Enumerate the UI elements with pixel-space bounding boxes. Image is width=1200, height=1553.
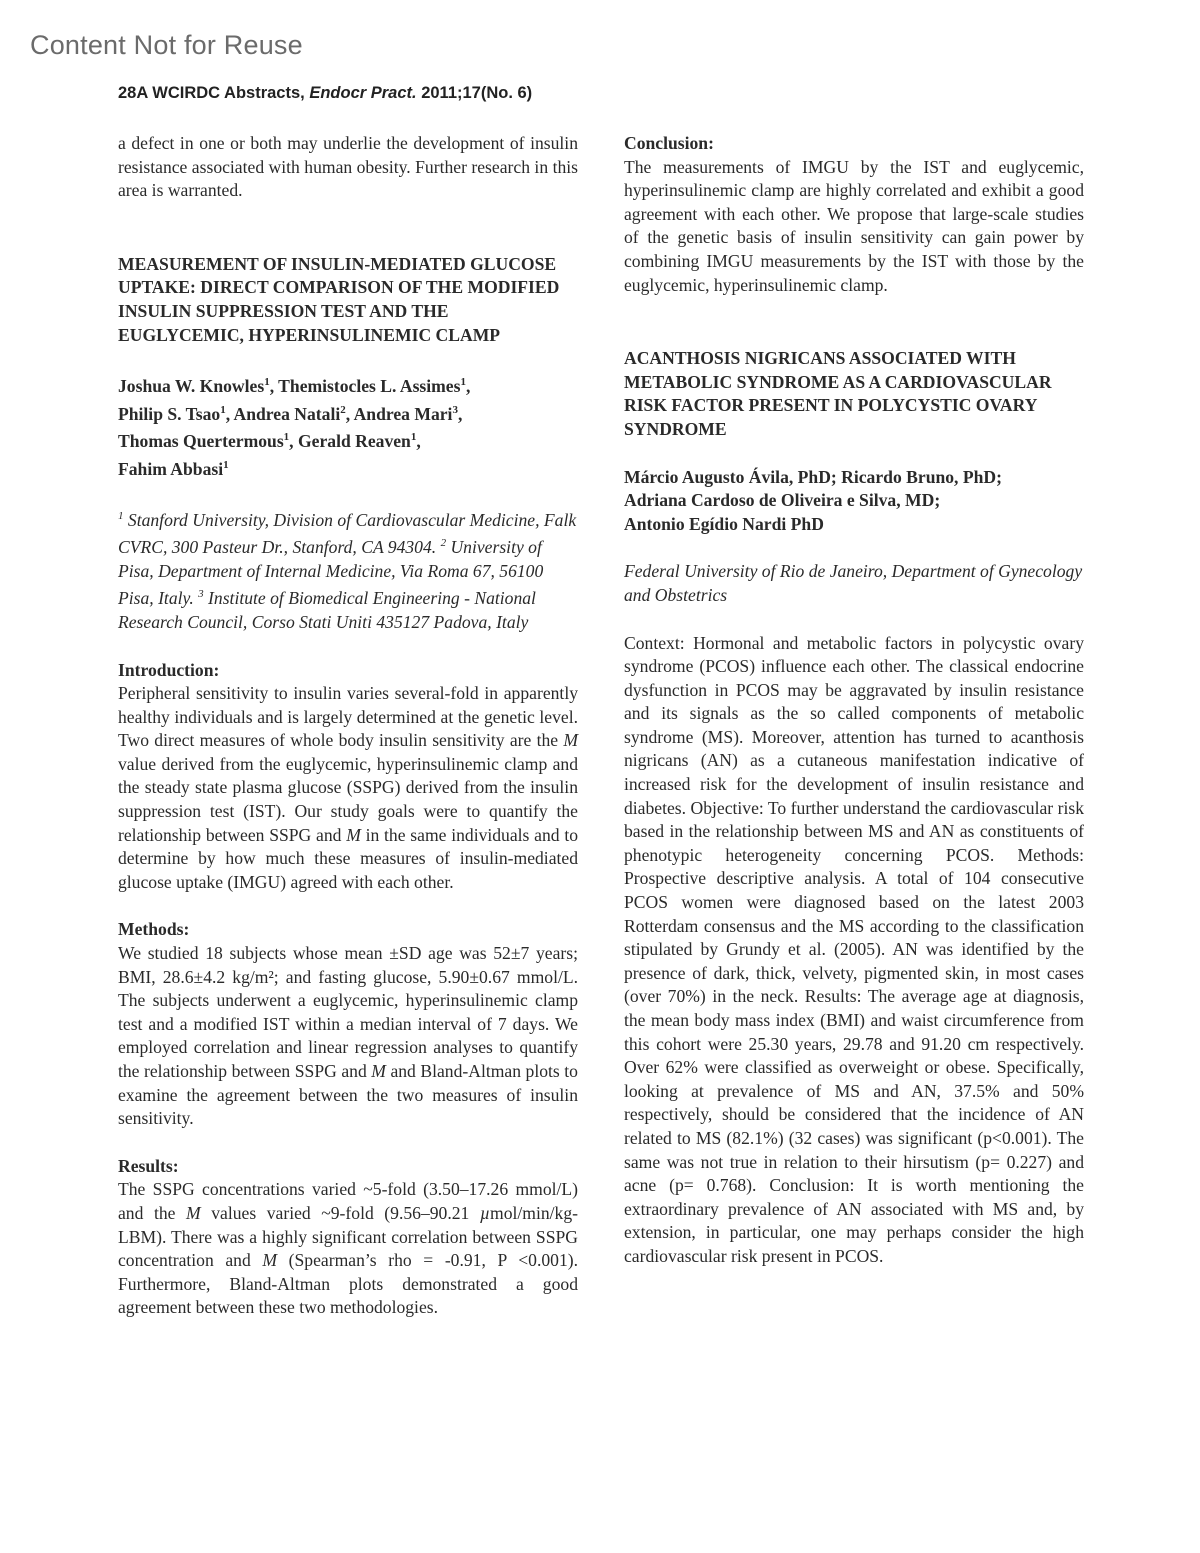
author-affiliation-mark: 1 [410, 431, 417, 444]
author-affiliation-mark: 1 [220, 403, 226, 416]
author-affiliation-mark: 2 [340, 403, 346, 416]
author-name: Andrea Natali [233, 403, 341, 424]
author-separator: , [345, 403, 354, 424]
author-name: Joshua W. Knowles [118, 376, 265, 397]
text-segment: We studied 18 subjects whose mean ±SD age was 52±7 years; BMI, 28.6±4.2 kg/m²; and fasting glucose, 5.90±0.67 mmol/L. The subjects underwent a euglycemic, hyperinsulinemic clamp test and a modified IST within a median interval of 7 days. We employed correlation and linear regression analyses to quantify the relationship between SSPG and [118, 943, 578, 1082]
author-affiliation-mark: 1 [223, 458, 229, 471]
text-segment: values varied ~9-fold (9.56–90.21 [200, 1202, 480, 1223]
italic-segment: M [563, 730, 578, 751]
italic-segment: µ [479, 1202, 491, 1223]
text-segment: (Spearman’s rho = -0.91, P <0.001). Furthermore, Bland-Altman plots demonstrated a good agreement between these two methodologies. [118, 1250, 578, 1318]
affiliation-text: Institute of Biomedical Engineering - National Research Council, Corso Stati Uniti 435127 Padova, Italy [118, 588, 536, 632]
text-segment: mol/min/kg-LBM). There was a highly significant correlation between SSPG concentration and [118, 1202, 578, 1271]
left-column [118, 132, 578, 1320]
author-separator: , [416, 430, 421, 451]
affiliations [118, 505, 578, 635]
author-list [118, 371, 578, 481]
introduction-heading: Introduction: [118, 659, 220, 680]
author-name: Gerald Reaven [297, 430, 411, 451]
author-line: Antonio Egídio Nardi PhD [624, 513, 824, 534]
author-affiliation-mark: 1 [283, 431, 290, 444]
abstract-body-2: Context: Hormonal and metabolic factors in polycystic ovary syndrome (PCOS) influence each other. The classical endocrine dysfunction in PCOS may be aggravated by insulin resistance and its signals as the so called components of metabolic syndrome (MS). Moreover, attention has turned to acanthosis nigricans (AN) as a cutaneous manifestation indicative of increased risk for the development of insulin resistance and diabetes. Objective: To further understand the cardiovascular risk based in the relationship between MS and AN as constituents of phenotypic heterogeneity concerning PCOS. Methods: Prospective descriptive analysis. A total of 104 consecutive PCOS women were diagnosed based on the latest 2003 Rotterdam consensus and the MS according to the classification stipulated by Grundy et al. (2005). AN was identified by the presence of dark, thick, velvety, pigmented skin, in most cases (over 70%) in the neck. Results: The average age at diagnosis, the mean body mass index (BMI) and waist circumference from this cohort were 25.30 years, 29.78 and 91.20 cm respectively. Over 62% were classified as overweight or obese. Specifically, looking at prevalence of MS and AN, 37.5% and 50% respectively, should be considered that the incidence of AN related to MS (82.1%) (32 cases) was significant (p<0.001). The same was not true in relation to their hirsutism (p= 0.227) and acne (p= 0.768). Conclusion: It is worth mentioning the extraordinary prevalence of AN associated with MS and, by extension, in particular, one may perhaps consider the high cardiovascular risk present in PCOS. [624, 632, 1084, 1266]
author-affiliation-mark: 3 [452, 403, 458, 416]
introduction-text [118, 682, 578, 894]
text-segment: and Bland-Altman plots to examine the agreement between the two measures of insulin sensitivity. [118, 1061, 578, 1129]
author-name: Thomas Quertermous [118, 430, 284, 451]
text-segment: in the same individuals and to determine by how much these measures of insulin-mediated glucose uptake (IMGU) agreed with each other. [118, 824, 579, 892]
author-name: Andrea Mari [353, 403, 453, 424]
author-line: Márcio Augusto Ávila, PhD; Ricardo Bruno, PhD; [624, 466, 1002, 487]
conclusion-text: The measurements of IMGU by the IST and euglycemic, hyperinsulinemic clamp are highly correlated and exhibit a good agreement with each other. We propose that large-scale studies of the genetic basis of insulin sensitivity can gain power by combining IMGU measurements by the IST with those by the euglycemic, hyperinsulinemic clamp. [624, 156, 1084, 295]
affiliation-text: University of Pisa, Department of Internal Medicine, Via Roma 67, 56100 Pisa, Italy. [118, 537, 544, 609]
author-separator: , [269, 376, 279, 397]
continuation-paragraph: a defect in one or both may underlie the development of insulin resistance associated with human obesity. Further research in this area is warranted. [118, 133, 578, 201]
methods-heading: Methods: [118, 919, 190, 940]
running-head [118, 84, 532, 103]
author-separator: , [465, 376, 471, 397]
author-name: Fahim Abbasi [118, 458, 224, 479]
affiliation-mark: 3 [198, 588, 204, 601]
author-name: Themistocles L. Assimes [278, 376, 461, 397]
text-segment: Peripheral sensitivity to insulin varies several-fold in apparently healthy individuals and is largely determined at the genetic level. Two direct measures of whole body insulin sensitivity are the [118, 683, 578, 751]
results-text [118, 1178, 578, 1320]
conclusion-heading: Conclusion: [624, 133, 714, 153]
affiliation-text: Stanford University, Division of Cardiovascular Medicine, Falk CVRC, 300 Pasteur Dr., Stanford, CA 94304. [118, 509, 577, 558]
author-affiliation-mark: 1 [264, 376, 270, 389]
affiliation-mark: 2 [440, 537, 447, 550]
right-column [624, 132, 1084, 1269]
author-list-2 [624, 466, 1084, 537]
text-segment: The SSPG concentrations varied ~5-fold (3.50–17.26 mmol/L) and the [118, 1179, 578, 1223]
italic-segment: M [346, 824, 361, 845]
italic-segment: M [186, 1202, 201, 1223]
abstract-title-2: ACANTHOSIS NIGRICANS ASSOCIATED WITH METABOLIC SYNDROME AS A CARDIOVASCULAR RISK FACTOR PRESENT IN POLYCYSTIC OVARY SYNDROME [624, 348, 1052, 439]
author-separator: , [289, 430, 298, 451]
running-head-prefix: 28A WCIRDC Abstracts, [118, 84, 310, 102]
author-name: Philip S. Tsao [118, 403, 221, 424]
results-heading: Results: [118, 1155, 179, 1176]
running-head-suffix: 2011;17(No. 6) [416, 84, 533, 102]
author-affiliation-mark: 1 [460, 376, 466, 389]
affiliation-2: Federal University of Rio de Janeiro, Department of Gynecology and Obstetrics [624, 561, 1083, 605]
text-segment: value derived from the euglycemic, hyperinsulinemic clamp and the steady state plasma glucose (SSPG) derived from the insulin suppression test (IST). Our study goals were to quantify the relationship between SSPG and [118, 753, 578, 845]
watermark: Content Not for Reuse [30, 30, 303, 60]
methods-text [118, 942, 578, 1131]
abstract-title: MEASUREMENT OF INSULIN-MEDIATED GLUCOSE UPTAKE: DIRECT COMPARISON OF THE MODIFIED INSULIN SUPPRESSION TEST AND THE EUGLYCEMIC, HYPERINSULINEMIC CLAMP [118, 253, 560, 345]
author-separator: , [225, 403, 234, 424]
affiliation-mark: 1 [118, 509, 124, 522]
italic-segment: M [262, 1250, 278, 1271]
italic-segment: M [371, 1061, 386, 1082]
author-separator: , [457, 403, 463, 424]
journal-name: Endocr Pract. [309, 84, 417, 102]
author-line: Adriana Cardoso de Oliveira e Silva, MD; [624, 490, 941, 511]
